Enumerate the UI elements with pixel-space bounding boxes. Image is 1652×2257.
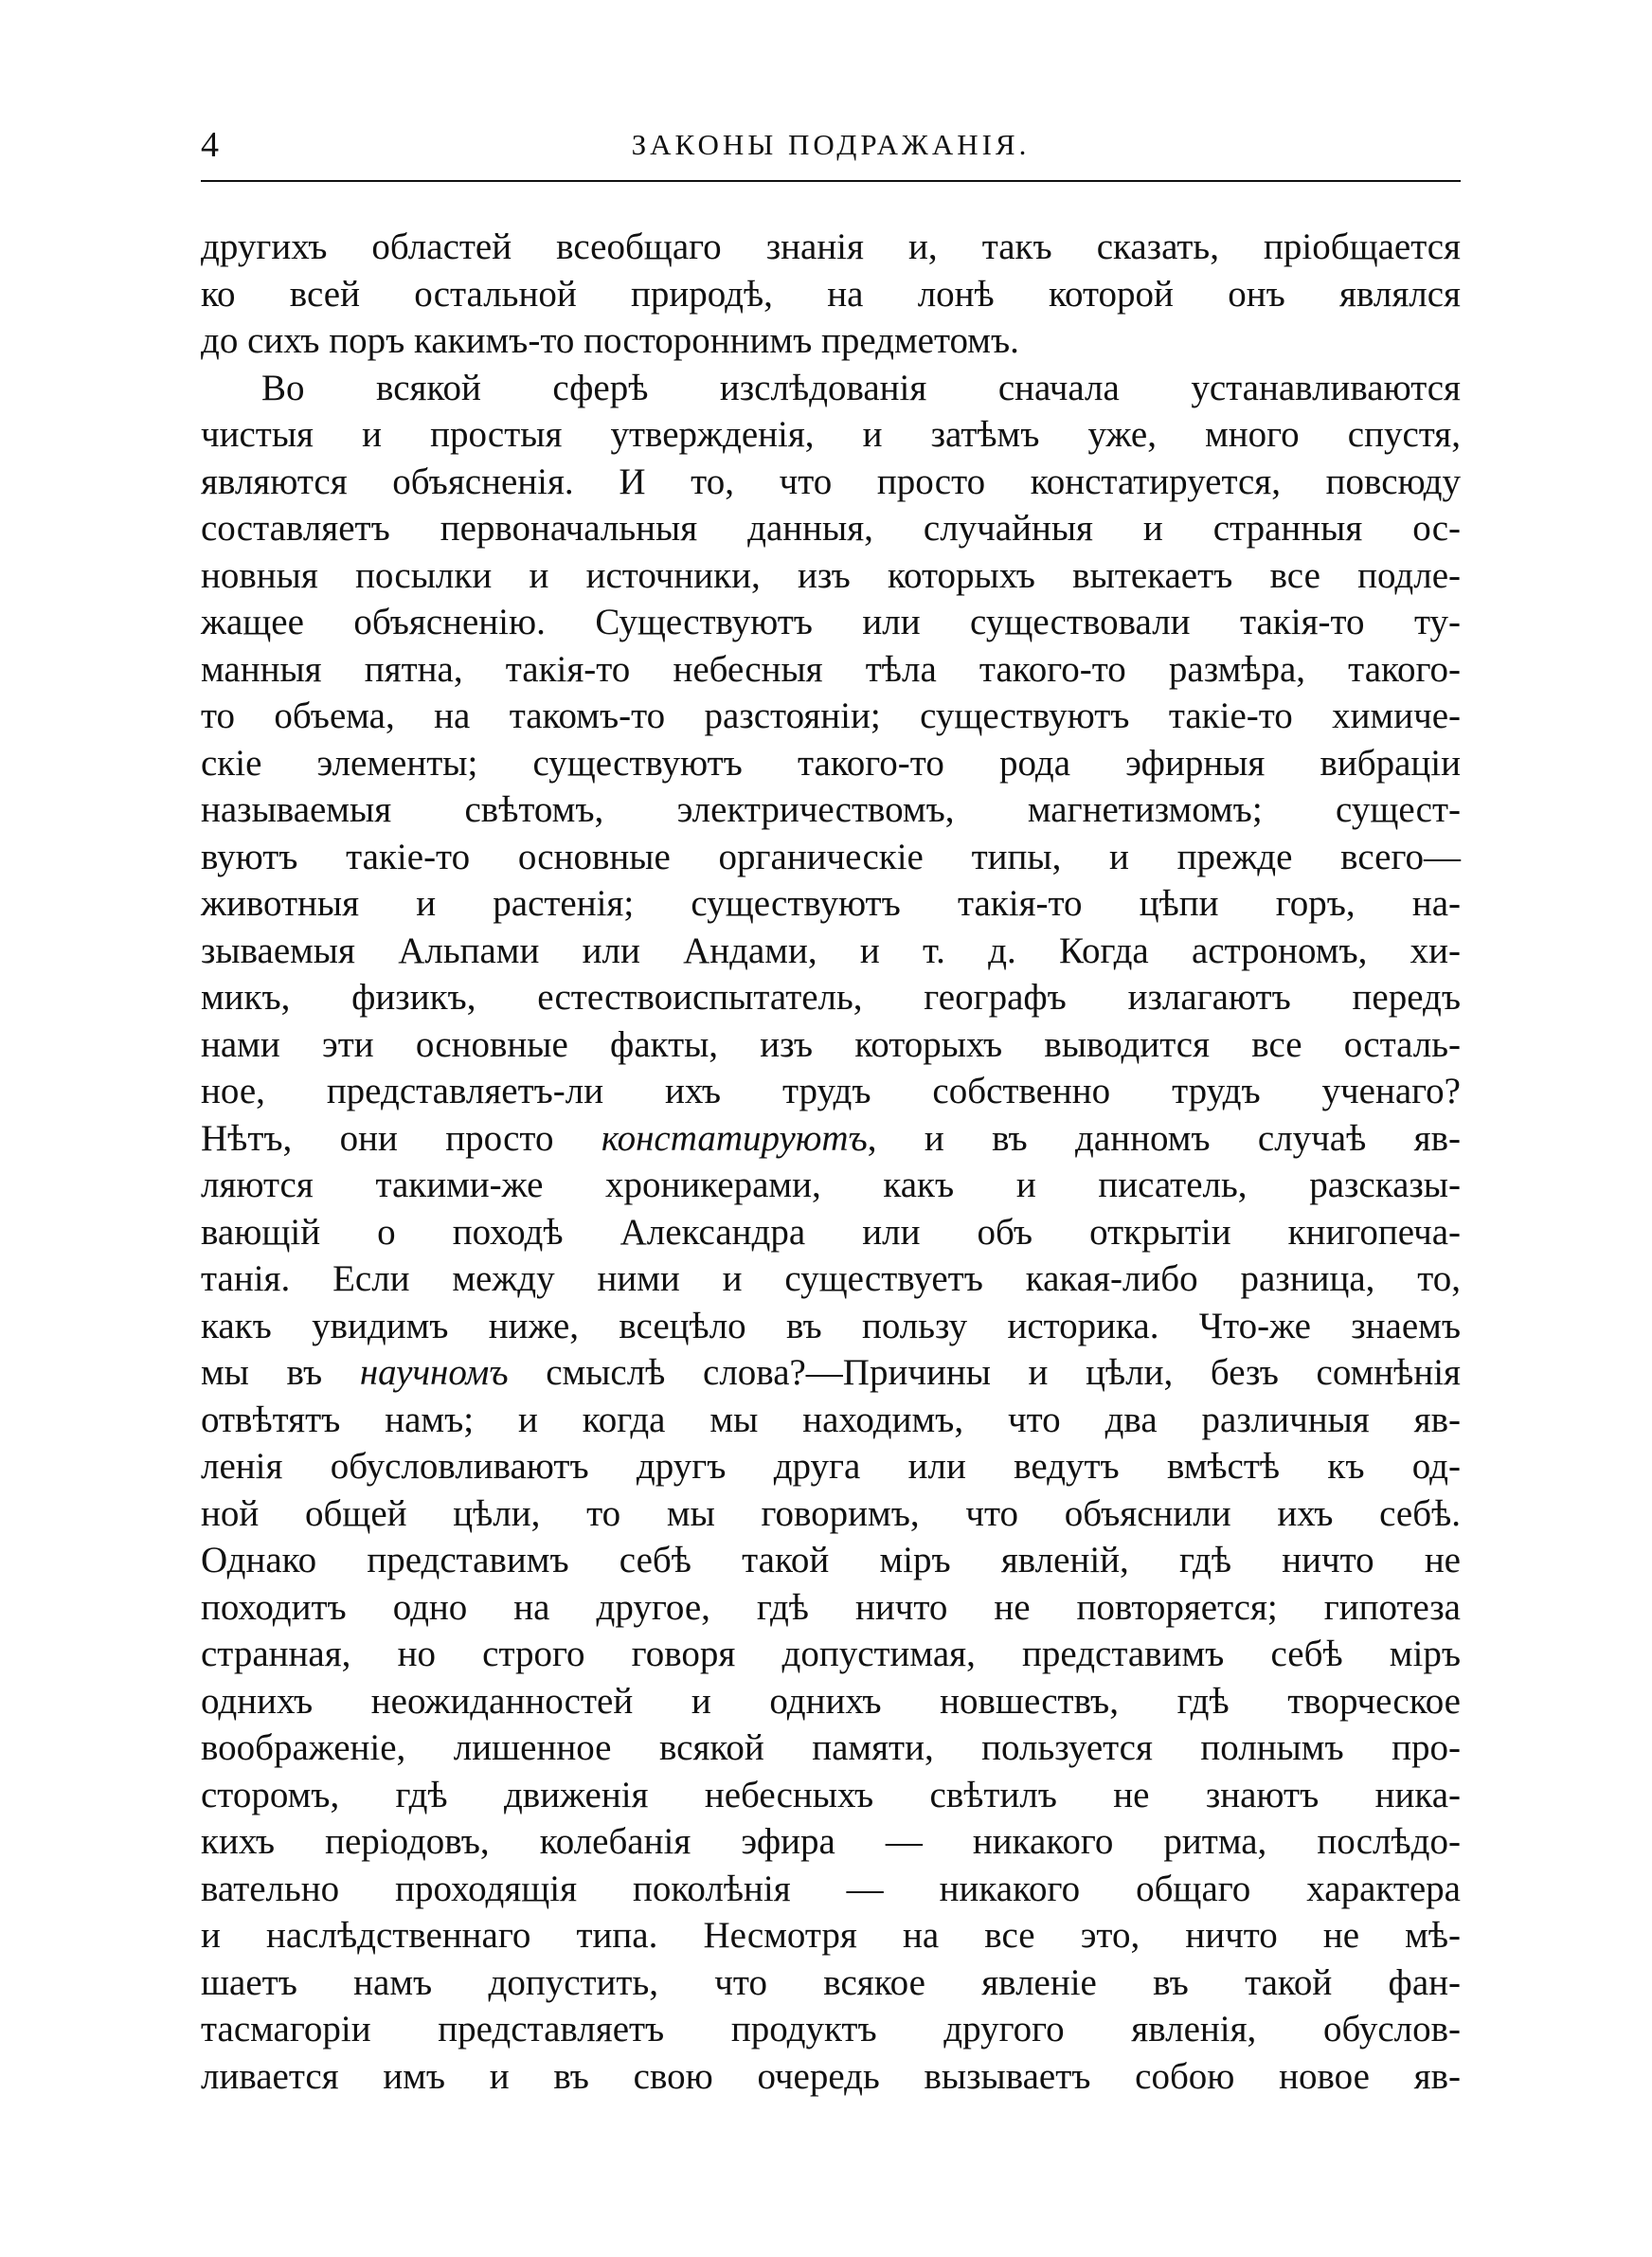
page-number: 4 [201,125,219,165]
text-line: Во всякой сферѣ изслѣдованія сначала устанавливаются [261,367,1461,408]
text-line: нами эти основные факты, изъ которыхъ выводится все осталь- [201,1023,1461,1065]
text-run: мы въ [201,1352,360,1393]
text-line-with-italic [201,1115,1461,1163]
text-line: жащее объясненію. Существуютъ или существовали такія-то ту- [201,602,1461,642]
text-line: кихъ періодовъ, колебанія эфира — никакого ритма, послѣдо- [201,1821,1461,1862]
text-line: ной общей цѣли, то мы говоримъ, что объяснили ихъ себѣ. [201,1492,1461,1534]
header-rule [201,180,1461,182]
text-line: вуютъ такіе-то основные органическіе типы, и прежде всего— [201,836,1461,877]
text-line: ко всей остальной природѣ, на лонѣ которой онъ являлся [201,273,1461,315]
text-line: ленія обусловливаютъ другъ друга или ведутъ вмѣстѣ къ од- [201,1446,1461,1487]
text-line: ное, представляетъ-ли ихъ трудъ собственно трудъ ученаго? [201,1071,1461,1111]
text-line: микъ, физикъ, естествоиспытатель, географъ излагаютъ передъ [201,977,1461,1018]
text-line-with-italic [201,1349,1461,1397]
text-line: походитъ одно на другое, гдѣ ничто не повторяется; гипотеза [201,1586,1461,1628]
text-line: вающій о походѣ Александра или объ открытіи книгопеча- [201,1211,1461,1253]
text-line: скіе элементы; существуютъ такого-то рода эфирныя вибраціи [201,742,1461,784]
text-line: называемыя свѣтомъ, электричествомъ, магнетизмомъ; сущест- [201,789,1461,830]
text-line: манныя пятна, такія-то небесныя тѣла такого-то размѣра, такого- [201,648,1461,690]
text-line: чистыя и простыя утвержденія, и затѣмъ уже, много спустя, [201,414,1461,455]
text-line: шаетъ намъ допустить, что всякое явленіе въ такой фан- [201,1961,1461,2003]
text-line: тасмагоріи представляетъ продуктъ другого явленія, обуслов- [201,2009,1461,2049]
text-line: и наслѣдственнаго типа. Несмотря на все это, ничто не мѣ- [201,1915,1461,1956]
text-line: до сихъ поръ какимъ-то постороннимъ предметомъ. [201,320,1019,361]
text-line: то объема, на такомъ-то разстояніи; существуютъ такіе-то химиче- [201,695,1461,736]
text-line: вательно проходящія поколѣнія — никакого общаго характера [201,1868,1461,1909]
text-line: новныя посылки и источники, изъ которыхъ вытекаетъ все подле- [201,554,1461,596]
italic-word: научномъ [359,1352,509,1393]
body-text [201,224,1461,2100]
page-header [201,121,1461,169]
text-line: сторомъ, гдѣ движенія небесныхъ свѣтилъ не знаютъ ника- [201,1774,1461,1815]
text-line: танія. Если между ними и существуетъ какая-либо разница, то, [201,1258,1461,1299]
running-title: ЗАКОНЫ ПОДРАЖАНІЯ. [631,128,1031,161]
text-line: ляются такими-же хроникерами, какъ и писатель, разсказы- [201,1165,1461,1205]
text-line: однихъ неожиданностей и однихъ новшествъ, гдѣ творческое [201,1680,1461,1722]
text-run: смыслѣ слова?—Причины и цѣли, безъ сомнѣнія [508,1352,1461,1393]
text-line: какъ увидимъ ниже, всецѣло въ пользу историка. Что-же знаемъ [201,1305,1461,1346]
text-run: Нѣтъ, они просто [201,1117,602,1159]
text-line: отвѣтятъ намъ; и когда мы находимъ, что два различныя яв- [201,1399,1461,1440]
text-line: воображеніе, лишенное всякой памяти, пользуется полнымъ про- [201,1727,1461,1768]
text-line: ливается имъ и въ свою очередь вызываетъ собою новое яв- [201,2055,1461,2097]
text-line: зываемыя Альпами или Андами, и т. д. Когда астрономъ, хи- [201,930,1461,971]
italic-word: констатируютъ [601,1117,868,1159]
text-run: , и въ данномъ случаѣ яв- [867,1117,1461,1159]
text-line: Однако представимъ себѣ такой міръ явленій, гдѣ ничто не [201,1540,1461,1580]
text-line: странная, но строго говоря допустимая, представимъ себѣ міръ [201,1634,1461,1674]
text-line: другихъ областей всеобщаго знанія и, такъ сказать, пріобщается [201,226,1461,267]
text-line: являются объясненія. И то, что просто констатируется, повсюду [201,460,1461,502]
text-line: составляетъ первоначальныя данныя, случайныя и странныя ос- [201,508,1461,549]
text-line: животныя и растенія; существуютъ такія-то цѣпи горъ, на- [201,883,1461,924]
